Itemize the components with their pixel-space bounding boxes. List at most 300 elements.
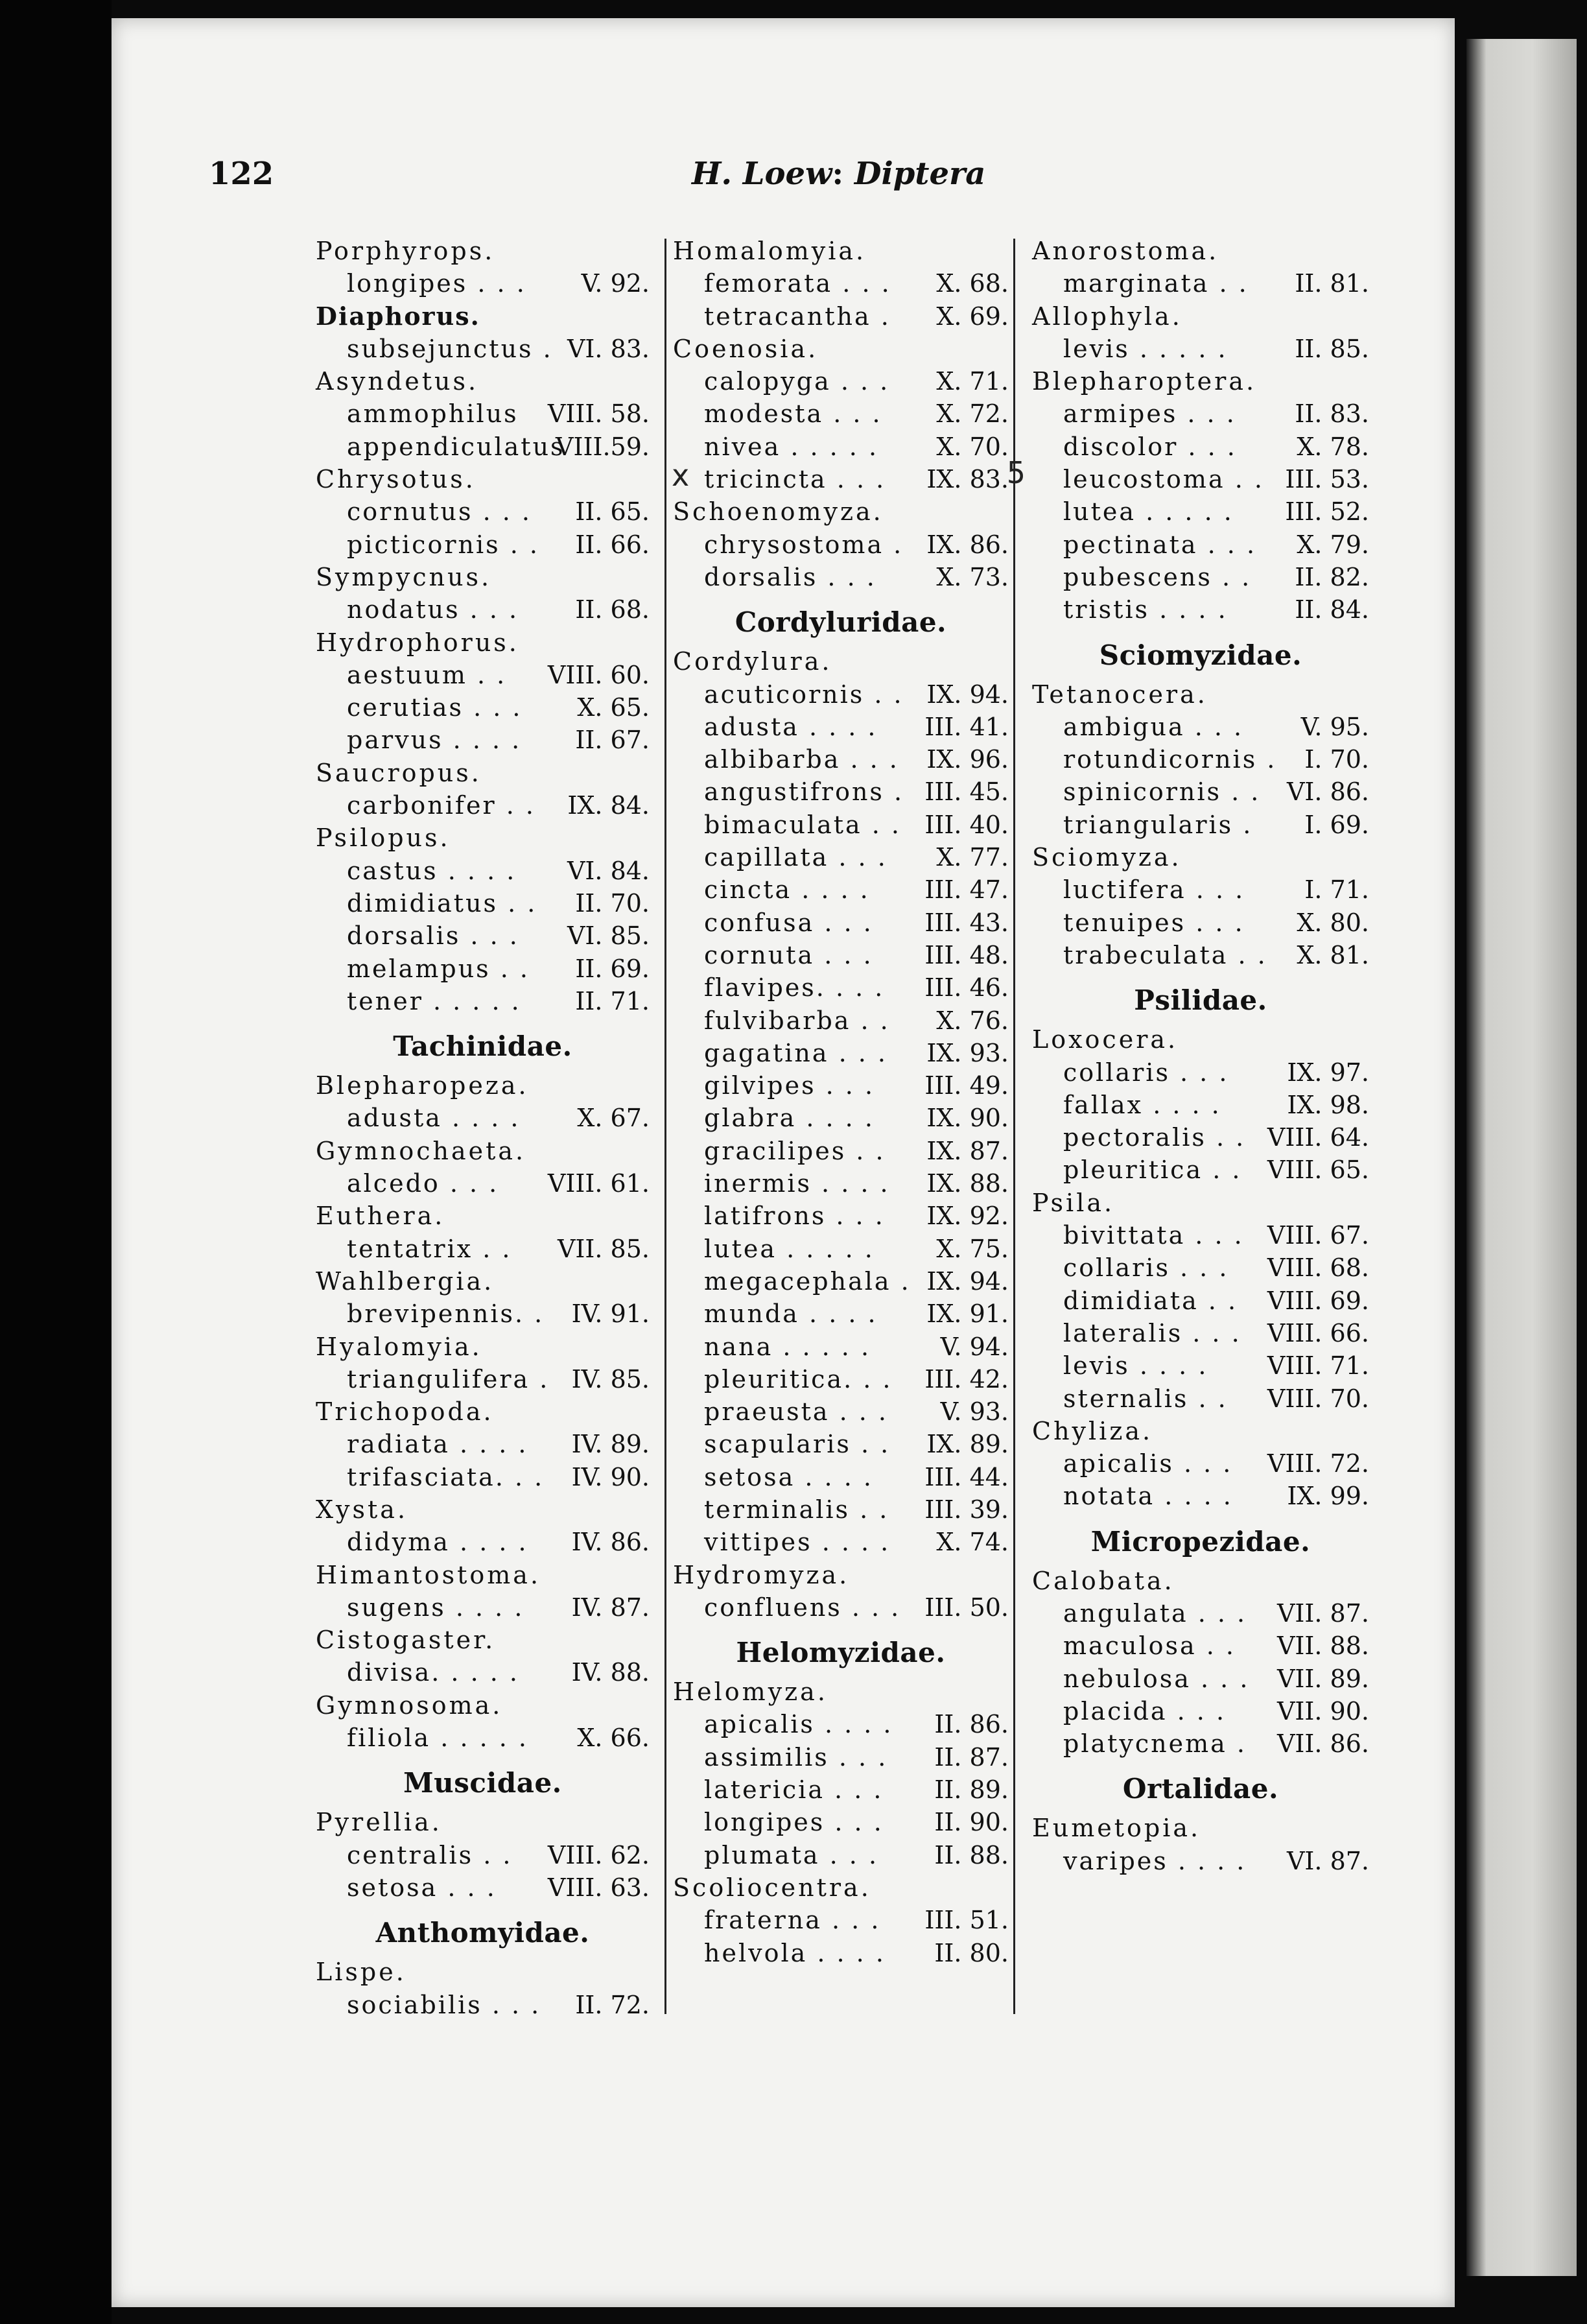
species-entry bbox=[673, 528, 1009, 561]
species-reference: V. 92. bbox=[581, 269, 650, 298]
genus-heading: Blepharopeza. bbox=[316, 1071, 529, 1100]
family-heading: Sciomyzidae. bbox=[1099, 639, 1302, 671]
species-entry bbox=[316, 1839, 650, 1871]
species-name: lateralis . . . bbox=[1063, 1318, 1241, 1347]
species-name: tentatrix . . bbox=[347, 1234, 512, 1263]
species-entry bbox=[673, 1102, 1009, 1134]
species-reference: II. 68. bbox=[575, 595, 650, 624]
species-name: chrysostoma . bbox=[704, 530, 904, 559]
species-name: carbonifer . . bbox=[347, 791, 535, 820]
species-reference: VIII. 66. bbox=[1267, 1318, 1369, 1347]
species-reference: VI. 86. bbox=[1286, 777, 1369, 807]
species-entry bbox=[316, 724, 650, 756]
species-entry bbox=[1032, 1317, 1369, 1349]
species-entry bbox=[1032, 809, 1369, 841]
species-name: scapularis . . bbox=[704, 1430, 891, 1459]
species-reference: VIII. 67. bbox=[1267, 1221, 1369, 1250]
genus-heading: Coenosia. bbox=[673, 334, 819, 363]
species-name: radiata . . . . bbox=[347, 1430, 528, 1459]
species-name: apicalis . . . . bbox=[704, 1710, 893, 1739]
genus-heading: Psila. bbox=[1032, 1188, 1115, 1217]
species-entry bbox=[1032, 743, 1369, 776]
species-entry bbox=[316, 1233, 650, 1265]
species-entry bbox=[1032, 873, 1369, 906]
species-name: filiola . . . . . bbox=[347, 1724, 529, 1753]
species-reference: III. 51. bbox=[924, 1906, 1009, 1935]
species-name: triangulifera . bbox=[347, 1364, 550, 1393]
species-name: subsejunctus . bbox=[347, 334, 553, 363]
species-reference: I. 71. bbox=[1304, 875, 1369, 905]
species-name: picticornis . . bbox=[347, 530, 539, 559]
species-reference: X. 80. bbox=[1297, 908, 1369, 937]
genus-heading: Sciomyza. bbox=[1032, 843, 1182, 872]
species-reference: III. 47. bbox=[924, 875, 1009, 905]
species-name: triangularis . bbox=[1063, 810, 1253, 839]
species-name: brevipennis. . bbox=[347, 1299, 545, 1329]
genus-heading: Helomyza. bbox=[673, 1678, 828, 1707]
species-name: bivittata . . . bbox=[1063, 1221, 1244, 1250]
species-name: fulvibarba . . bbox=[704, 1006, 890, 1035]
species-name: gracilipes . . bbox=[704, 1136, 886, 1165]
species-reference: VIII. 61. bbox=[547, 1169, 650, 1198]
species-entry bbox=[316, 919, 650, 952]
species-reference: VI. 83. bbox=[567, 334, 650, 363]
species-name: nana . . . . . bbox=[704, 1332, 871, 1361]
species-name: gilvipes . . . bbox=[704, 1071, 875, 1100]
index-column-2 bbox=[672, 235, 1026, 1969]
species-entry bbox=[673, 1741, 1009, 1773]
species-entry bbox=[316, 1591, 650, 1624]
species-entry bbox=[316, 1871, 650, 1904]
species-reference: IV. 89. bbox=[571, 1430, 650, 1459]
species-entry bbox=[316, 1989, 650, 2021]
species-reference: VI. 85. bbox=[567, 921, 650, 951]
species-entry bbox=[316, 1167, 650, 1200]
species-entry bbox=[1032, 397, 1369, 430]
species-reference: III. 42. bbox=[924, 1364, 1009, 1393]
family-heading: Anthomyidae. bbox=[375, 1917, 590, 1949]
species-reference: IX. 88. bbox=[926, 1169, 1009, 1198]
family-heading: Tachinidae. bbox=[393, 1030, 572, 1063]
species-name: latifrons . . . bbox=[704, 1202, 885, 1231]
species-name: plumata . . . bbox=[704, 1840, 879, 1869]
species-reference: II. 71. bbox=[575, 986, 650, 1015]
species-entry bbox=[673, 1331, 1009, 1363]
species-entry bbox=[316, 953, 650, 985]
species-entry bbox=[1032, 1219, 1369, 1251]
species-reference: X. 75. bbox=[936, 1234, 1009, 1263]
species-name: luctifera . . . bbox=[1063, 875, 1245, 905]
species-name: parvus . . . . bbox=[347, 726, 522, 755]
species-entry bbox=[1032, 1251, 1369, 1284]
species-name: dimidiata . . bbox=[1063, 1286, 1238, 1315]
species-name: pleuritica. . . bbox=[704, 1364, 893, 1393]
species-reference: IX. 92. bbox=[926, 1202, 1009, 1231]
species-reference: IV. 86. bbox=[571, 1528, 650, 1557]
species-reference: IX. 89. bbox=[926, 1430, 1009, 1459]
species-name: latericia . . . bbox=[704, 1775, 884, 1805]
species-reference: X. 73. bbox=[936, 562, 1009, 591]
species-reference: III. 49. bbox=[924, 1071, 1009, 1100]
genus-heading: Gymnosoma. bbox=[316, 1690, 503, 1720]
species-reference: X. 67. bbox=[577, 1104, 650, 1133]
species-name: confluens . . . bbox=[704, 1593, 901, 1622]
species-name: terminalis . . bbox=[704, 1495, 889, 1524]
species-name: appendiculatus bbox=[347, 432, 565, 461]
species-entry bbox=[1032, 528, 1369, 561]
genus-heading: Diaphorus. bbox=[316, 301, 480, 331]
species-name: castus . . . . bbox=[347, 856, 517, 885]
species-reference: II. 90. bbox=[934, 1808, 1009, 1837]
species-reference: VIII. 65. bbox=[1267, 1156, 1369, 1185]
species-entry bbox=[673, 397, 1009, 430]
species-entry bbox=[1032, 1727, 1369, 1760]
genus-heading: Himantostoma. bbox=[316, 1560, 541, 1589]
species-reference: VII. 90. bbox=[1276, 1696, 1369, 1725]
genus-heading: Chyliza. bbox=[1032, 1416, 1153, 1445]
species-name: ammophilus bbox=[347, 399, 519, 429]
species-entry bbox=[673, 1839, 1009, 1871]
species-reference: III. 43. bbox=[924, 908, 1009, 937]
species-reference: X. 70. bbox=[936, 432, 1009, 461]
species-entry bbox=[673, 1265, 1009, 1298]
species-reference: II. 82. bbox=[1295, 562, 1369, 591]
species-reference: III. 53. bbox=[1285, 465, 1369, 494]
family-heading: Psilidae. bbox=[1134, 984, 1267, 1017]
genus-heading: Scoliocentra. bbox=[673, 1873, 871, 1902]
species-name: placida . . . bbox=[1063, 1696, 1227, 1725]
species-reference: IX. 99. bbox=[1287, 1482, 1369, 1511]
species-entry bbox=[673, 971, 1009, 1004]
genus-heading: Schoenomyza. bbox=[673, 497, 884, 527]
species-entry bbox=[673, 1363, 1009, 1395]
genus-heading: Anorostoma. bbox=[1032, 237, 1219, 265]
species-reference: IX. 98. bbox=[1287, 1090, 1369, 1119]
species-name: megacephala . bbox=[704, 1266, 911, 1296]
species-reference: III. 48. bbox=[924, 940, 1009, 969]
species-reference: IV. 91. bbox=[571, 1299, 650, 1329]
species-name: longipes . . . bbox=[704, 1808, 884, 1837]
species-entry bbox=[1032, 1382, 1369, 1415]
species-name: munda . . . . bbox=[704, 1299, 878, 1329]
species-reference: IX. 94. bbox=[926, 680, 1009, 709]
running-head-colon: : bbox=[832, 156, 844, 192]
species-name: collaris . . . bbox=[1063, 1058, 1229, 1087]
species-entry bbox=[1032, 1695, 1369, 1727]
species-name: angulata . . . bbox=[1063, 1598, 1247, 1628]
species-name: dorsalis . . . bbox=[704, 562, 876, 591]
species-entry bbox=[1032, 561, 1369, 593]
column-rule-left bbox=[664, 239, 666, 2014]
species-reference: IX. 97. bbox=[1287, 1058, 1369, 1087]
species-reference: VII. 85. bbox=[557, 1234, 650, 1263]
species-reference: II. 66. bbox=[575, 530, 650, 559]
species-entry bbox=[316, 1428, 650, 1460]
species-reference: IX. 91. bbox=[926, 1299, 1009, 1329]
page-header bbox=[209, 156, 1019, 208]
species-reference: X. 78. bbox=[1297, 432, 1369, 461]
species-reference: III. 52. bbox=[1285, 497, 1369, 527]
species-reference: IV. 88. bbox=[571, 1658, 650, 1687]
species-entry bbox=[673, 1493, 1009, 1526]
species-entry bbox=[316, 431, 650, 463]
species-entry bbox=[1032, 431, 1369, 463]
species-entry bbox=[673, 561, 1009, 593]
species-entry bbox=[673, 1200, 1009, 1232]
species-name: lutea . . . . . bbox=[704, 1234, 875, 1263]
species-reference: X. 74. bbox=[936, 1528, 1009, 1557]
species-reference: I. 69. bbox=[1304, 810, 1369, 839]
pencil-cross-mark: x bbox=[672, 458, 690, 493]
genus-heading: Trichopoda. bbox=[316, 1397, 494, 1427]
genus-heading: Porphyrops. bbox=[316, 237, 495, 265]
family-heading: Micropezidae. bbox=[1090, 1525, 1311, 1558]
species-reference: VIII. 71. bbox=[1267, 1351, 1369, 1381]
species-entry bbox=[316, 333, 650, 365]
species-name: rotundicornis . bbox=[1063, 745, 1277, 774]
running-head-author: H. Loew bbox=[692, 156, 832, 192]
species-entry bbox=[673, 1037, 1009, 1069]
species-reference: VIII.59. bbox=[556, 432, 650, 461]
species-entry bbox=[673, 1461, 1009, 1493]
species-entry bbox=[316, 1656, 650, 1689]
species-entry bbox=[673, 431, 1009, 463]
species-reference: X. 72. bbox=[936, 399, 1009, 429]
species-entry bbox=[673, 1428, 1009, 1460]
species-entry bbox=[316, 1298, 650, 1330]
species-reference: IX. 90. bbox=[926, 1104, 1009, 1133]
species-name: alcedo . . . bbox=[347, 1169, 499, 1198]
genus-heading: Calobata. bbox=[1032, 1566, 1175, 1595]
genus-heading: Hydromyza. bbox=[673, 1560, 850, 1589]
species-reference: IV. 90. bbox=[571, 1462, 650, 1491]
species-name: sternalis . . bbox=[1063, 1384, 1228, 1413]
species-name: trabeculata . . bbox=[1063, 940, 1267, 969]
species-entry bbox=[1032, 1089, 1369, 1121]
species-name: apicalis . . . bbox=[1063, 1449, 1233, 1478]
species-entry bbox=[1032, 267, 1369, 300]
pencil-margin-note: 5 bbox=[1006, 455, 1026, 491]
species-entry bbox=[1032, 1597, 1369, 1630]
species-name: praeusta . . . bbox=[704, 1397, 889, 1427]
species-entry bbox=[1032, 463, 1369, 495]
species-entry bbox=[1032, 593, 1369, 626]
species-entry bbox=[316, 397, 650, 430]
species-name: fallax . . . . bbox=[1063, 1090, 1221, 1119]
genus-heading: Allophyla. bbox=[1032, 302, 1182, 331]
species-reference: X. 69. bbox=[936, 302, 1009, 331]
species-reference: X. 76. bbox=[936, 1006, 1009, 1035]
species-reference: III. 44. bbox=[924, 1462, 1009, 1491]
species-reference: III. 40. bbox=[924, 810, 1009, 839]
running-head bbox=[692, 156, 985, 192]
species-name: marginata . . bbox=[1063, 269, 1249, 298]
species-name: acuticornis . . bbox=[704, 680, 904, 709]
species-reference: X. 79. bbox=[1297, 530, 1369, 559]
species-reference: II. 83. bbox=[1295, 399, 1369, 429]
species-name: didyma . . . . bbox=[347, 1528, 528, 1557]
species-name: nivea . . . . . bbox=[704, 432, 879, 461]
species-name: pubescens . . bbox=[1063, 562, 1252, 591]
genus-heading: Cistogaster. bbox=[316, 1626, 496, 1655]
genus-heading: Asyndetus. bbox=[316, 367, 479, 396]
genus-heading: Hydrophorus. bbox=[316, 628, 519, 657]
species-entry bbox=[1032, 1480, 1369, 1512]
column-rule-right bbox=[1013, 239, 1015, 2014]
species-reference: VII. 86. bbox=[1276, 1729, 1369, 1759]
species-entry bbox=[1032, 939, 1369, 971]
species-name: pectoralis . . bbox=[1063, 1123, 1246, 1152]
species-name: nodatus . . . bbox=[347, 595, 519, 624]
species-reference: VIII. 64. bbox=[1267, 1123, 1369, 1152]
genus-heading: Chrysotus. bbox=[316, 465, 476, 494]
genus-heading: Homalomyia. bbox=[673, 237, 867, 265]
species-reference: VII. 89. bbox=[1276, 1664, 1369, 1693]
species-reference: IX. 93. bbox=[926, 1038, 1009, 1067]
species-reference: III. 41. bbox=[924, 712, 1009, 741]
species-entry bbox=[673, 300, 1009, 333]
family-heading: Muscidae. bbox=[403, 1767, 562, 1799]
species-entry bbox=[673, 1904, 1009, 1936]
species-reference: VIII. 69. bbox=[1267, 1286, 1369, 1315]
species-name: longipes . . . bbox=[347, 269, 526, 298]
species-reference: II. 80. bbox=[934, 1938, 1009, 1967]
genus-heading: Loxocera. bbox=[1032, 1025, 1179, 1054]
page-number: 122 bbox=[209, 156, 274, 192]
species-name: armipes . . . bbox=[1063, 399, 1236, 429]
species-entry bbox=[316, 1102, 650, 1134]
species-reference: II. 89. bbox=[934, 1775, 1009, 1805]
species-reference: VIII. 70. bbox=[1267, 1384, 1369, 1413]
species-name: assimilis . . . bbox=[704, 1742, 888, 1772]
species-name: flavipes. . . . bbox=[704, 973, 885, 1002]
species-reference: III. 50. bbox=[924, 1593, 1009, 1622]
species-name: varipes . . . . bbox=[1063, 1846, 1247, 1875]
species-entry bbox=[316, 1461, 650, 1493]
species-name: adusta . . . . bbox=[347, 1104, 521, 1133]
species-name: calopyga . . . bbox=[704, 367, 890, 396]
species-reference: IV. 85. bbox=[571, 1364, 650, 1393]
species-name: gagatina . . . bbox=[704, 1038, 888, 1067]
species-entry bbox=[1032, 776, 1369, 808]
species-entry bbox=[673, 776, 1009, 808]
species-reference: II. 88. bbox=[934, 1840, 1009, 1869]
species-entry bbox=[1032, 907, 1369, 939]
species-entry bbox=[673, 809, 1009, 841]
species-entry bbox=[673, 1395, 1009, 1428]
species-name: capillata . . . bbox=[704, 843, 888, 872]
species-entry bbox=[673, 1708, 1009, 1740]
species-entry bbox=[673, 743, 1009, 776]
genus-heading: Saucropus. bbox=[316, 758, 482, 787]
genus-heading: Sympycnus. bbox=[316, 562, 492, 591]
species-name: divisa. . . . . bbox=[347, 1658, 519, 1687]
species-entry bbox=[316, 691, 650, 724]
species-entry bbox=[1032, 711, 1369, 743]
species-entry bbox=[316, 985, 650, 1017]
genus-heading: Psilopus. bbox=[316, 824, 451, 853]
species-name: pectinata . . . bbox=[1063, 530, 1257, 559]
species-entry bbox=[316, 1722, 650, 1754]
genus-heading: Gymnochaeta. bbox=[316, 1136, 526, 1165]
species-entry bbox=[316, 593, 650, 626]
species-reference: VII. 88. bbox=[1276, 1631, 1369, 1661]
species-name: sugens . . . . bbox=[347, 1593, 524, 1622]
species-reference: X. 66. bbox=[577, 1724, 650, 1753]
species-name: vittipes . . . . bbox=[704, 1528, 891, 1557]
species-name: aestuum . . bbox=[347, 660, 507, 689]
species-reference: II. 84. bbox=[1295, 595, 1369, 624]
species-entry bbox=[673, 873, 1009, 906]
species-name: centralis . . bbox=[347, 1840, 513, 1869]
species-name: tenuipes . . . bbox=[1063, 908, 1245, 937]
species-reference: X. 65. bbox=[577, 693, 650, 722]
species-name: notata . . . . bbox=[1063, 1482, 1233, 1511]
genus-heading: Hyalomyia. bbox=[316, 1332, 482, 1361]
species-entry bbox=[673, 678, 1009, 711]
family-heading: Cordyluridae. bbox=[735, 606, 947, 639]
species-name: dimidiatus . . bbox=[347, 888, 537, 918]
species-name: inermis . . . . bbox=[704, 1169, 890, 1198]
species-name: tristis . . . . bbox=[1063, 595, 1228, 624]
species-reference: VIII. 63. bbox=[547, 1873, 650, 1902]
index-column-1 bbox=[316, 235, 650, 2021]
species-name: spinicornis . . bbox=[1063, 777, 1261, 807]
species-name: modesta . . . bbox=[704, 399, 882, 429]
species-reference: II. 72. bbox=[575, 1990, 650, 2019]
species-reference: IX. 86. bbox=[926, 530, 1009, 559]
species-name: tener . . . . . bbox=[347, 986, 521, 1015]
species-entry bbox=[672, 455, 1026, 495]
species-entry bbox=[673, 907, 1009, 939]
species-name: setosa . . . bbox=[347, 1873, 497, 1902]
species-name: bimaculata . . bbox=[704, 810, 901, 839]
species-entry bbox=[673, 1004, 1009, 1037]
species-reference: II. 65. bbox=[575, 497, 650, 527]
species-name: albibarba . . . bbox=[704, 745, 899, 774]
species-name: tricincta . . . bbox=[704, 465, 886, 494]
species-entry bbox=[673, 1806, 1009, 1838]
species-name: melampus . . bbox=[347, 954, 530, 983]
species-entry bbox=[316, 855, 650, 887]
species-name: glabra . . . . bbox=[704, 1104, 875, 1133]
species-entry bbox=[1032, 1447, 1369, 1480]
species-name: levis . . . . bbox=[1063, 1351, 1208, 1381]
family-heading: Helomyzidae. bbox=[736, 1637, 946, 1669]
species-entry bbox=[1032, 1056, 1369, 1089]
family-heading: Ortalidae. bbox=[1122, 1773, 1279, 1805]
species-reference: X. 71. bbox=[936, 367, 1009, 396]
species-name: platycnema . bbox=[1063, 1729, 1247, 1759]
genus-heading: Pyrellia. bbox=[316, 1808, 442, 1837]
species-name: adusta . . . . bbox=[704, 712, 878, 741]
species-entry bbox=[1032, 1663, 1369, 1695]
species-reference: VI. 84. bbox=[567, 856, 650, 885]
species-reference: I. 70. bbox=[1304, 745, 1369, 774]
species-name: sociabilis . . . bbox=[347, 1990, 541, 2019]
species-name: tetracantha . bbox=[704, 302, 891, 331]
species-reference: VIII. 62. bbox=[547, 1840, 650, 1869]
species-entry bbox=[316, 267, 650, 300]
species-entry bbox=[316, 1363, 650, 1395]
species-entry bbox=[673, 1069, 1009, 1102]
species-name: lutea . . . . . bbox=[1063, 497, 1234, 527]
species-entry bbox=[316, 887, 650, 919]
species-entry bbox=[673, 1526, 1009, 1558]
index-column-3 bbox=[1032, 235, 1369, 1877]
genus-heading: Lispe. bbox=[316, 1958, 406, 1987]
species-reference: II. 67. bbox=[575, 726, 650, 755]
